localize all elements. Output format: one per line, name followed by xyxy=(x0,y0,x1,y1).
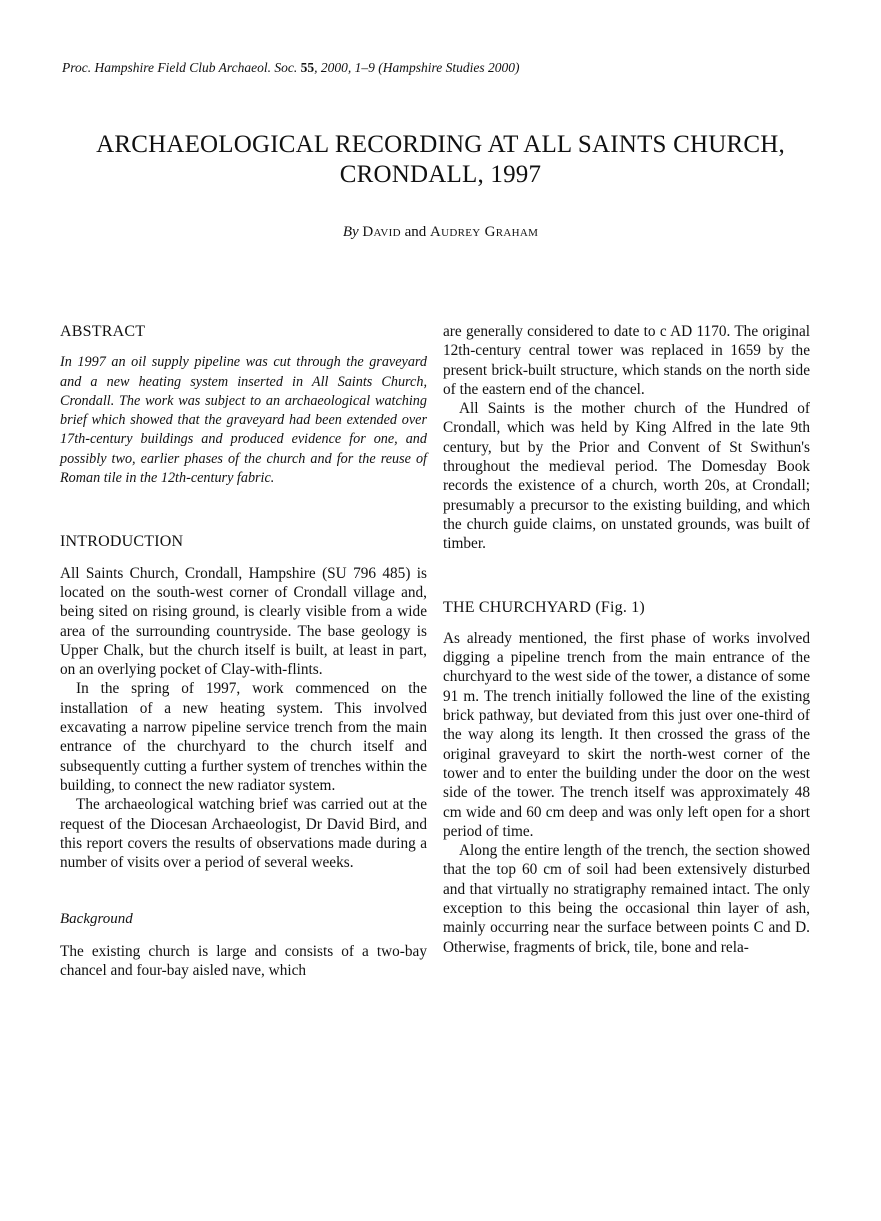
citation-prefix: Proc. Hampshire Field Club Archaeol. Soc. xyxy=(62,60,298,75)
churchyard-heading: THE CHURCHYARD (Fig. 1) xyxy=(443,598,645,616)
introduction-paragraph-2: In the spring of 1997, work commenced on the installation of a new heating system. This involved excavating a narrow pipeline service trench from the main entrance of the churchyard to the church itself and subsequently cutting a further system of trenches within the building, to connect the new radiator system. xyxy=(60,680,427,794)
churchyard-paragraph-1: As already mentioned, the first phase of works involved digging a pipeline trench from the main entrance of the churchyard to the west side of the tower, a distance of some 91 m. The trench initially followed the line of the existing brick pathway, but deviated from this just over one-third of the way along its length. It then crossed the grass of the original graveyard to skirt the north-west corner of the tower and to enter the building under the door on the west side of the tower. The trench itself was approximately 48 cm wide and 60 cm deep and was only left open for a short period of time. xyxy=(443,629,810,840)
byline xyxy=(0,224,881,241)
churchyard-paragraph-2: Along the entire length of the trench, the section showed that the top 60 cm of soil had been extensively disturbed and that virtually no stratigraphy remained intact. The only exception to this being the occasional thin layer of ash, mainly occurring near the surface between points C and D. Otherwise, fragments of brick, tile, bone and rela- xyxy=(443,842,810,956)
journal-citation xyxy=(62,60,519,76)
introduction-paragraph-1: All Saints Church, Crondall, Hampshire (SU 796 485) is located on the south-west corner of Crondall village and, being sited on rising ground, is clearly visible from a wide area of the surrounding countryside. The base geology is Upper Chalk, but the church itself is built, at least in part, on an overlying pocket of Clay-with-flints. xyxy=(60,564,427,679)
background-heading: Background xyxy=(60,911,133,928)
byline-by: By xyxy=(342,224,359,240)
title-line-1: ARCHAEOLOGICAL RECORDING AT ALL SAINTS CHURCH, xyxy=(96,131,785,158)
volume-number: 55 xyxy=(300,60,315,75)
background-paragraph-continued: are generally considered to date to c AD 1170. The original 12th-century central tower was replaced in 1659 by the present brick-built structure, which stands on the north side of the eastern end of the chancel. xyxy=(443,323,810,398)
abstract-heading: ABSTRACT xyxy=(60,323,146,340)
background-paragraph-2: All Saints is the mother church of the Hundred of Crondall, which was held by King Alfred in the late 9th century, but by the Prior and Convent of St Swithun's throughout the medieval period. The Domesday Book records the existence of a church, worth 20s, at Crondall; presumably a precursor to the existing building, and which the church guide claims, on unstated grounds, was built of timber. xyxy=(443,400,810,553)
author-2: Audrey Graham xyxy=(430,224,539,240)
author-1: David xyxy=(362,224,401,240)
article-title xyxy=(40,130,841,190)
right-column xyxy=(443,322,810,957)
citation-suffix: , 2000, 1–9 (Hampshire Studies 2000) xyxy=(314,60,520,75)
background-paragraph-start: The existing church is large and consists of a two-bay chancel and four-bay aisled nave, which xyxy=(60,942,427,980)
left-column xyxy=(60,322,427,980)
title-line-2: CRONDALL, 1997 xyxy=(339,161,542,188)
introduction-paragraph-3: The archaeological watching brief was carried out at the request of the Diocesan Archaeologist, Dr David Bird, and this report covers the results of observations made during a number of visits over a period of several weeks. xyxy=(60,796,427,872)
introduction-heading: INTRODUCTION xyxy=(60,533,184,551)
byline-and: and xyxy=(404,224,427,240)
abstract-text: In 1997 an oil supply pipeline was cut through the graveyard and a new heating system inserted in All Saints Church, Crondall. The work was subject to an archaeological watching brief which showed that the graveyard had been extended over 17th-century buildings and produced evidence for one, and possibly two, earlier phases of the church and for the reuse of Roman tile in the 12th-century fabric. xyxy=(60,354,427,487)
